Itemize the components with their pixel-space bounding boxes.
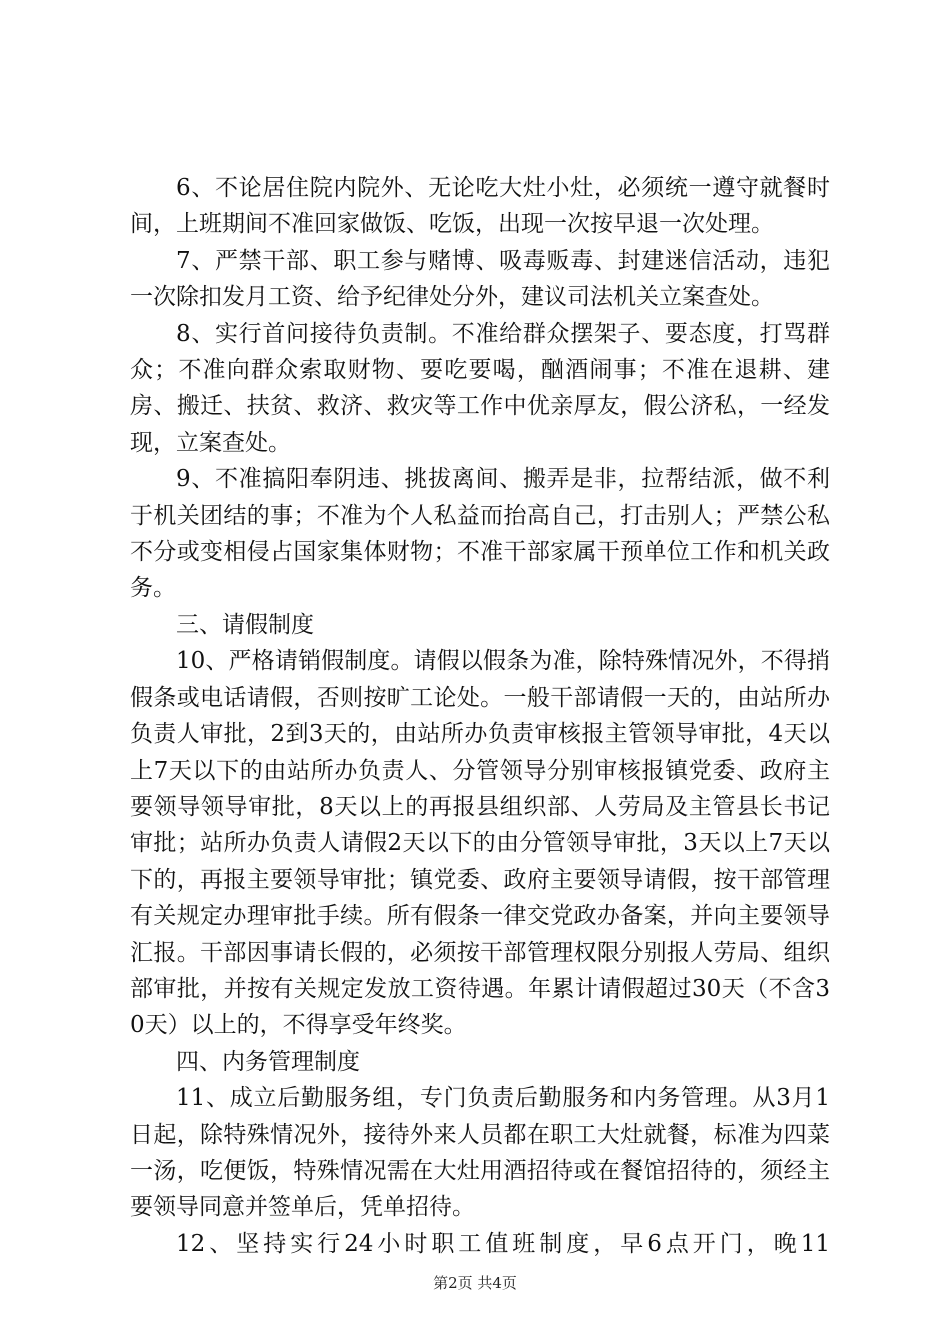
document-body	[130, 170, 830, 1262]
paragraph-8: 8、实行首问接待负责制。不准给群众摆架子、要态度，打骂群众；不准向群众索取财物、要吃要喝，酗酒闹事；不准在退耕、建房、搬迁、扶贫、救济、救灾等工作中优亲厚友，假公济私，一经发现，立案查处。	[130, 320, 830, 456]
paragraph-7: 7、严禁干部、职工参与赌博、吸毒贩毒、封建迷信活动，违犯一次除扣发月工资、给予纪律处分外，建议司法机关立案查处。	[130, 247, 830, 311]
paragraph-9: 9、不准搞阳奉阴违、挑拔离间、搬弄是非，拉帮结派，做不利于机关团结的事；不准为个人私益而抬高自己，打击别人；严禁公私不分或变相侵占国家集体财物；不准干部家属干预单位工作和机关政务。	[130, 466, 830, 602]
paragraph-6: 6、不论居住院内院外、无论吃大灶小灶，必须统一遵守就餐时间，上班期间不准回家做饭、吃饭，出现一次按早退一次处理。	[130, 175, 830, 238]
paragraph-12: 12、坚持实行24小时职工值班制度，早6点开门，晚11	[176, 1230, 830, 1257]
page-footer: 第2页 共4页	[433, 1274, 517, 1292]
paragraph-11: 11、成立后勤服务组，专门负责后勤服务和内务管理。从3月1日起，除特殊情况外，接待外来人员都在职工大灶就餐，标准为四菜一汤，吃便饭，特殊情况需在大灶用酒招待或在餐馆招待的，须经主要领导同意并签单后，凭单招待。	[130, 1085, 830, 1221]
section-heading-internal-affairs: 四、内务管理制度	[176, 1048, 360, 1075]
paragraph-10: 10、严格请销假制度。请假以假条为准，除特殊情况外，不得捎假条或电话请假，否则按旷工论处。一般干部请假一天的，由站所办负责人审批，2到3天的，由站所办负责审核报主管领导审批，4天以上7天以下的由站所办负责人、分管领导分别审核报镇党委、政府主要领导领导审批，8天以上的再报县组织部、人劳局及主管县长书记审批；站所办负责人请假2天以下的由分管领导审批，3天以上7天以下的，再报主要领导审批；镇党委、政府主要领导请假，按干部管理有关规定办理审批手续。所有假条一律交党政办备案，并向主要领导汇报。干部因事请长假的，必须按干部管理权限分别报人劳局、组织部审批，并按有关规定发放工资待遇。年累计请假超过30天（不含30天）以上的，不得享受年终奖。	[130, 648, 830, 1039]
section-heading-leave: 三、请假制度	[176, 611, 314, 638]
